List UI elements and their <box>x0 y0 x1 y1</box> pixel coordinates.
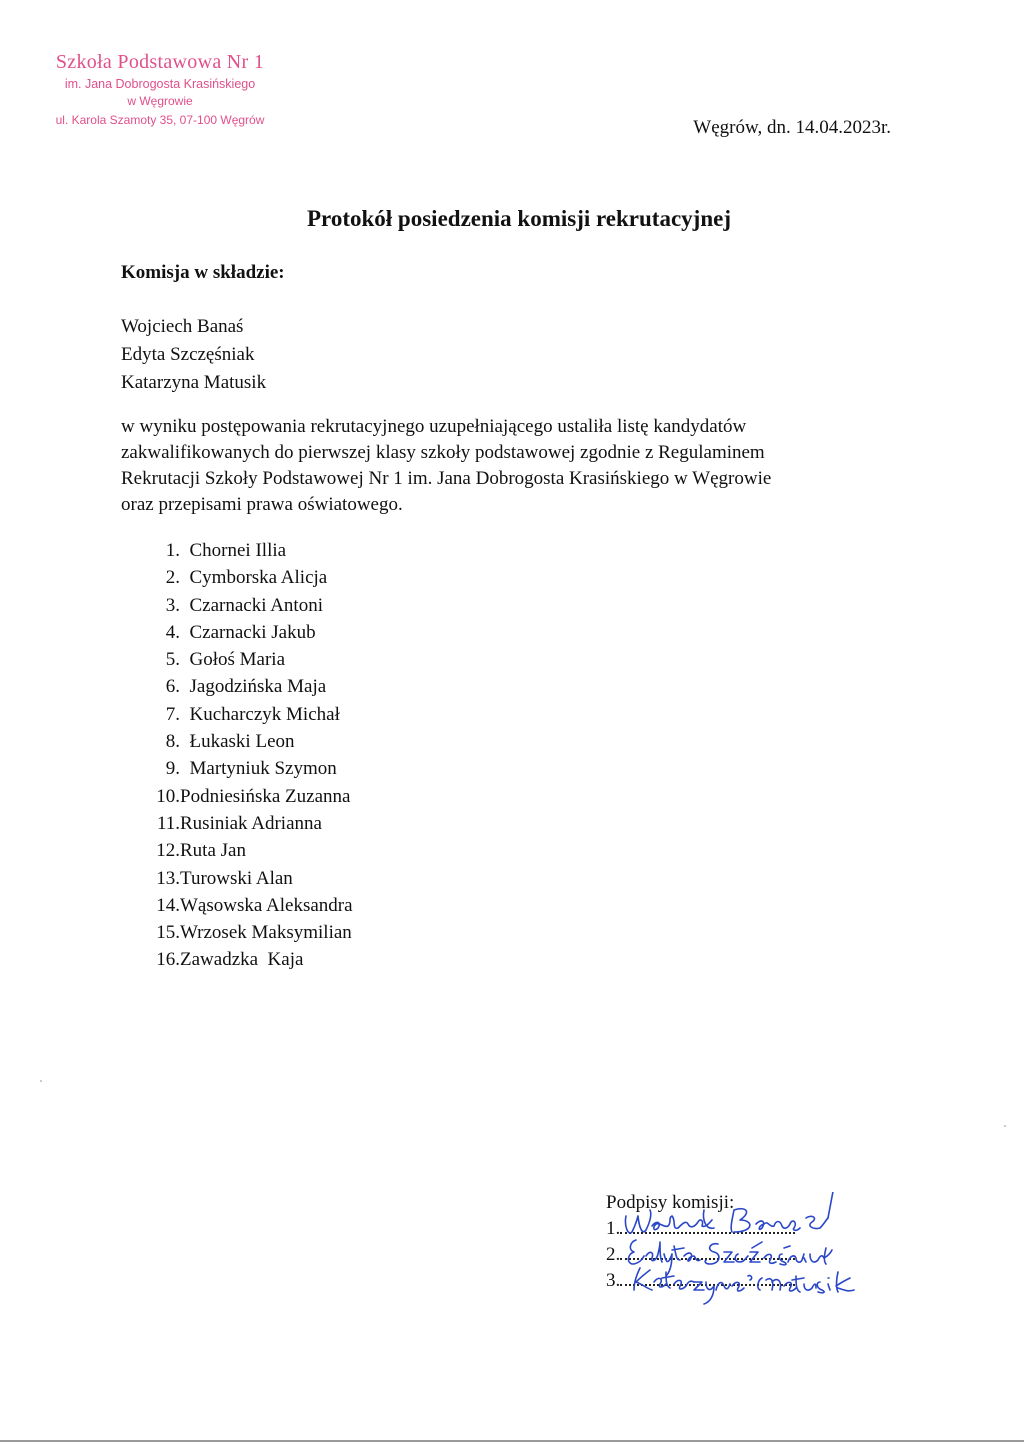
list-item <box>140 892 353 919</box>
list-item <box>140 783 353 810</box>
stamp-school-name: Szkoła Podstawowa Nr 1 <box>55 51 265 73</box>
list-item <box>140 728 353 755</box>
list-item-name <box>180 919 352 946</box>
list-item-name <box>180 810 322 837</box>
candidate-name: Czarnacki Jakub <box>189 621 316 643</box>
list-item <box>140 946 353 973</box>
candidate-name: Turowski Alan <box>180 867 293 889</box>
paragraph-line: zakwalifikowanych do pierwszej klasy szkoły podstawowej zgodnie z Regulaminem <box>121 442 765 463</box>
candidate-name: Gołoś Maria <box>189 649 286 671</box>
list-item-number: 15. <box>156 922 180 944</box>
school-stamp <box>30 50 290 129</box>
list-item <box>140 646 353 673</box>
list-item <box>140 755 353 782</box>
candidate-name: Wąsowska Aleksandra <box>180 894 353 916</box>
list-item-name <box>180 783 350 810</box>
committee-members <box>121 313 266 397</box>
list-item <box>140 837 353 864</box>
signature-1 <box>625 1209 828 1233</box>
candidate-name: Chornei Illia <box>189 540 287 561</box>
list-item-number: 9. <box>165 758 180 780</box>
list-item-number: 6. <box>165 676 180 698</box>
signature-2 <box>628 1240 832 1276</box>
signatures-block <box>606 1192 906 1312</box>
list-item-number: 10. <box>156 785 180 807</box>
list-item <box>140 592 353 619</box>
list-item-name <box>180 564 327 591</box>
candidate-name: Czarnacki Antoni <box>189 594 323 616</box>
list-item <box>140 673 353 700</box>
candidate-name: Łukaski Leon <box>189 731 295 753</box>
list-item-name <box>180 701 340 728</box>
place-date: Węgrów, dn. 14.04.2023r. <box>693 117 891 138</box>
list-item-name <box>180 728 295 755</box>
list-item-name <box>180 592 323 619</box>
list-item <box>140 619 353 646</box>
page-bottom-edge <box>0 1440 1024 1442</box>
list-item <box>140 919 353 946</box>
candidate-name: Martyniuk Szymon <box>189 758 337 780</box>
list-item-name <box>180 865 293 892</box>
paragraph-line: Rekrutacji Szkoły Podstawowej Nr 1 im. Jana Dobrogosta Krasińskiego w Węgrowie <box>121 468 772 489</box>
decision-paragraph <box>121 414 881 518</box>
list-item-number: 4. <box>165 621 180 643</box>
committee-member: Edyta Szczęśniak <box>121 344 255 365</box>
list-item <box>140 865 353 892</box>
list-item-number: 13. <box>156 867 180 889</box>
committee-heading: Komisja w składzie: <box>121 262 285 283</box>
list-item-number: 1. <box>165 540 180 561</box>
list-item-number: 5. <box>165 649 180 671</box>
list-item-name <box>180 646 285 673</box>
signature-number: 3. <box>606 1270 621 1291</box>
candidate-name: Ruta Jan <box>180 840 246 862</box>
list-item <box>140 564 353 591</box>
list-item-name <box>180 673 326 700</box>
stamp-patron: im. Jana Dobrogosta Krasińskiego <box>64 77 256 91</box>
signature-number: 1. <box>606 1218 621 1239</box>
candidate-name: Zawadzka Kaja <box>180 949 304 971</box>
candidates-list <box>140 537 353 974</box>
committee-member: Wojciech Banaś <box>121 316 244 337</box>
signature-tick-mark <box>828 1192 834 1218</box>
list-item <box>140 701 353 728</box>
candidate-name: Wrzosek Maksymilian <box>180 922 352 944</box>
signatures-heading: Podpisy komisji: <box>606 1192 735 1213</box>
scan-speck <box>40 1080 42 1082</box>
candidate-name: Podniesińska Zuzanna <box>180 785 351 807</box>
list-item-name <box>180 946 303 973</box>
list-item-number: 12. <box>156 840 180 862</box>
document-title: Protokół posiedzenia komisji rekrutacyjnej <box>307 206 731 231</box>
list-item-name <box>180 892 353 919</box>
handwritten-signatures <box>606 1192 906 1312</box>
list-item-number: 2. <box>165 567 180 589</box>
stamp-town: w Węgrowie <box>127 94 193 108</box>
list-item-number: 7. <box>165 703 180 725</box>
committee-member: Katarzyna Matusik <box>121 372 267 393</box>
list-item-number: 11. <box>156 812 180 834</box>
candidate-name: Kucharczyk Michał <box>189 703 340 725</box>
list-item-name <box>180 619 316 646</box>
list-item-number: 16. <box>156 949 180 971</box>
paragraph-line: oraz przepisami prawa oświatowego. <box>121 494 403 515</box>
paragraph-line: w wyniku postępowania rekrutacyjnego uzupełniającego ustaliła listę kandydatów <box>121 416 747 437</box>
stamp-address: ul. Karola Szamoty 35, 07-100 Węgrów <box>55 113 265 127</box>
candidate-name: Jagodzińska Maja <box>189 676 327 698</box>
list-item <box>140 537 353 564</box>
list-item-name <box>180 537 286 564</box>
candidate-name: Rusiniak Adrianna <box>180 812 322 834</box>
list-item-number: 3. <box>165 594 180 616</box>
signature-3 <box>634 1268 854 1304</box>
signature-number: 2. <box>606 1244 621 1265</box>
candidate-name: Cymborska Alicja <box>189 567 328 589</box>
scan-speck <box>1004 1125 1006 1127</box>
list-item-name <box>180 755 337 782</box>
list-item-number: 8. <box>165 731 180 753</box>
list-item <box>140 810 353 837</box>
list-item-name <box>180 837 246 864</box>
list-item-number: 14. <box>156 894 180 916</box>
